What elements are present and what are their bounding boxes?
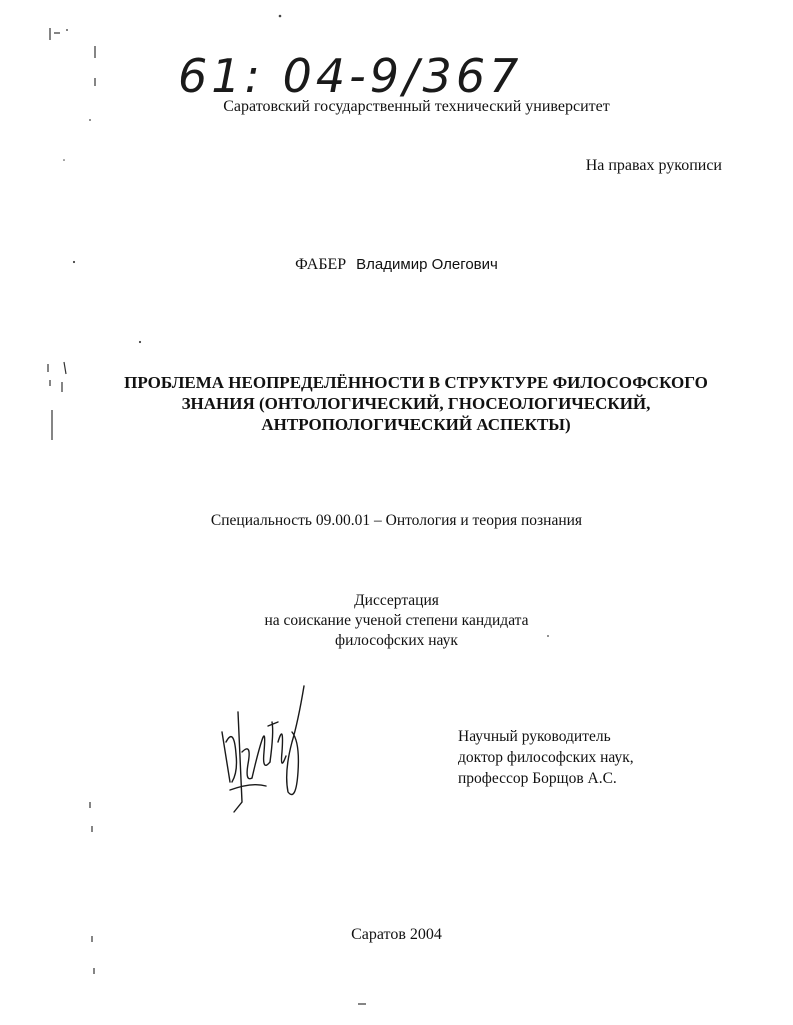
city-year: Саратов 2004 (351, 926, 442, 943)
title-line: ЗНАНИЯ (ОНТОЛОГИЧЕСКИЙ, ГНОСЕОЛОГИЧЕСКИЙ, (181, 394, 651, 413)
supervisor-block (458, 726, 634, 789)
title-line: АНТРОПОЛОГИЧЕСКИЙ АСПЕКТЫ) (261, 415, 571, 434)
author-given-names: Владимир Олегович (356, 256, 498, 273)
dissertation-title (96, 372, 736, 435)
rights-note: На правах рукописи (585, 157, 722, 174)
degree-line: на соискание ученой степени кандидата (264, 612, 529, 629)
supervisor-line: доктор философских наук, (458, 749, 634, 766)
dissertation-degree (0, 591, 793, 651)
author-name (0, 256, 793, 274)
degree-line: философских наук (335, 632, 458, 649)
degree-line: Диссертация (354, 592, 439, 609)
supervisor-line: профессор Борщов А.С. (458, 770, 617, 787)
author-surname: ФАБЕР (295, 256, 347, 273)
signature-drawing (212, 682, 316, 816)
title-line: ПРОБЛЕМА НЕОПРЕДЕЛЁННОСТИ В СТРУКТУРЕ ФИЛОСОФСКОГО (124, 373, 708, 392)
specialty-line: Специальность 09.00.01 – Онтология и теория познания (210, 512, 583, 529)
signature (212, 682, 316, 816)
archive-number-text: 61: 04-9/367 (178, 49, 523, 103)
supervisor-line: Научный руководитель (458, 728, 611, 745)
university-name: Саратовский государственный технический университет (223, 98, 610, 115)
